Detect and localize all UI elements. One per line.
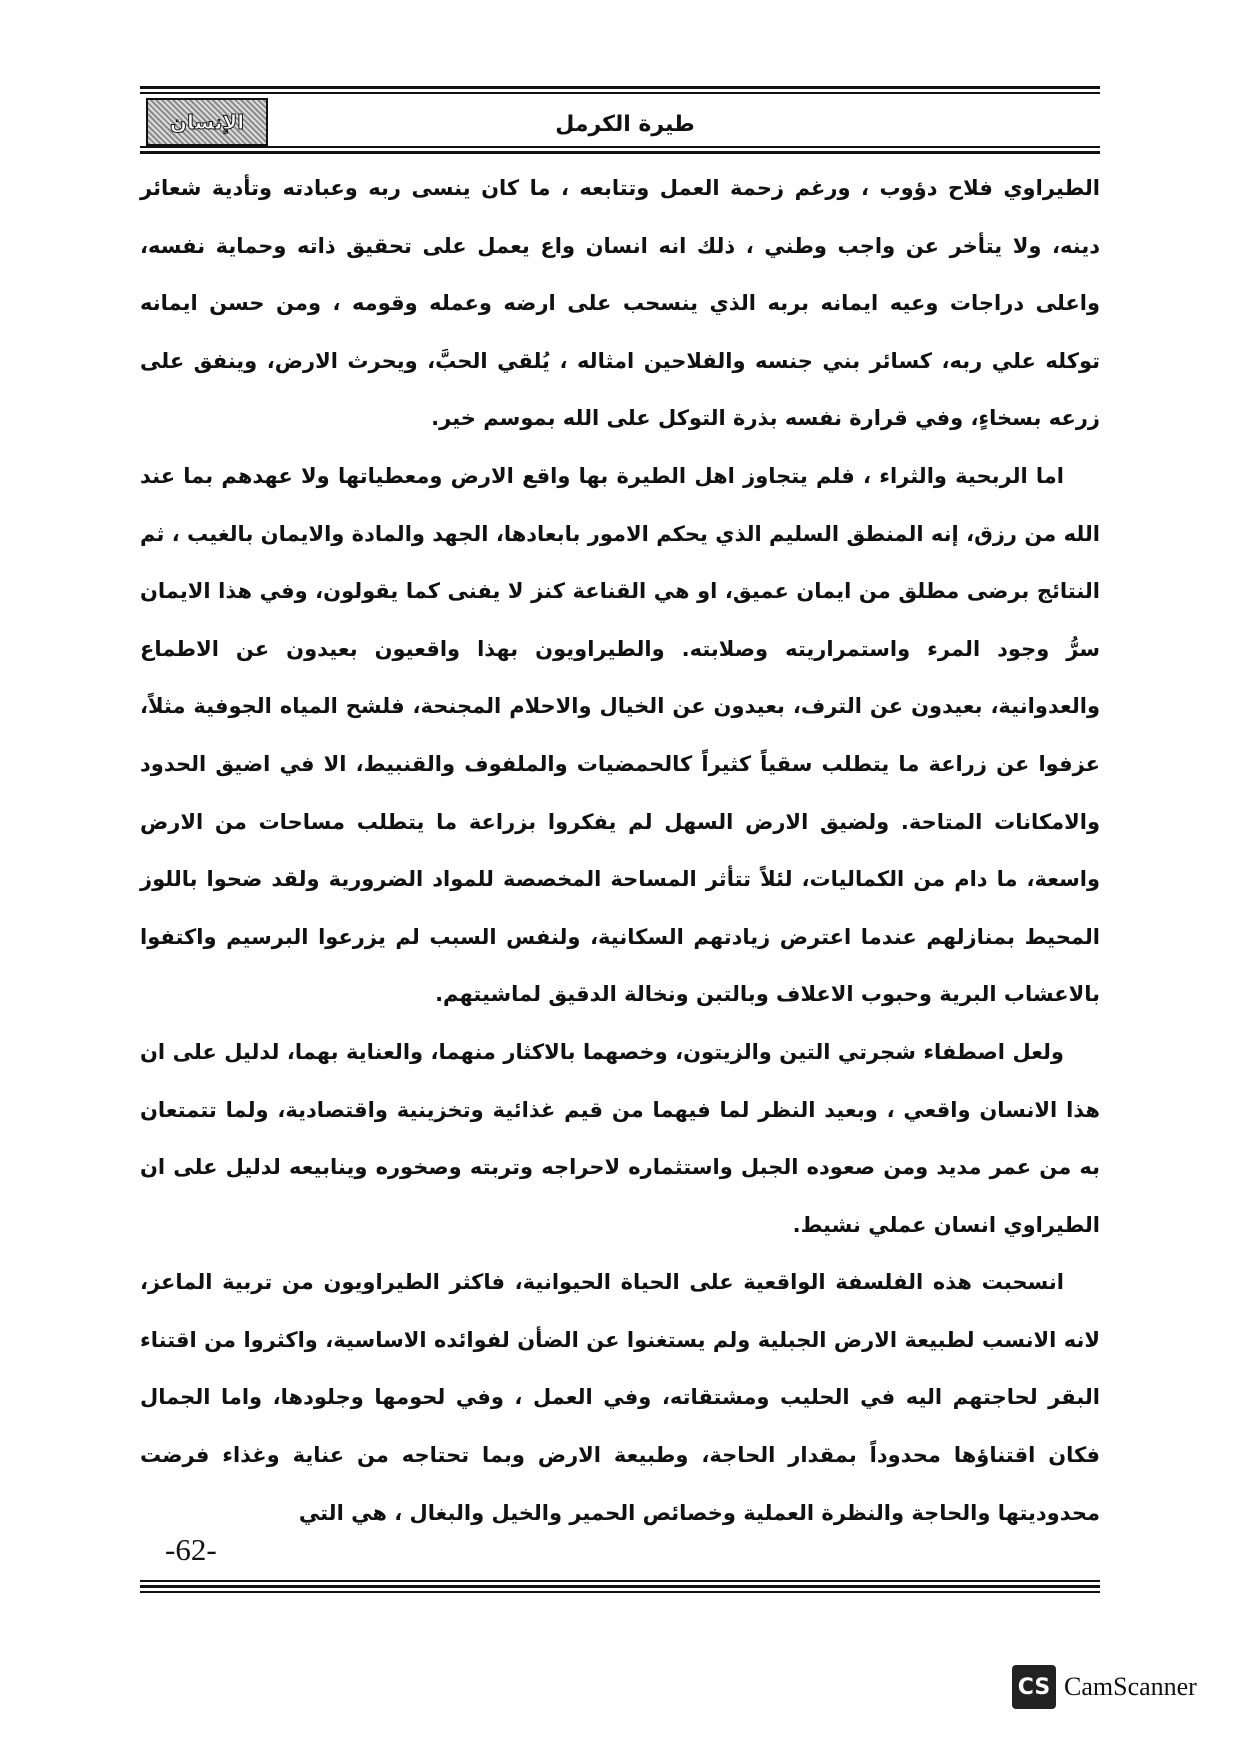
- paragraph: انسحبت هذه الفلسفة الواقعية على الحياة الحيوانية، فاكثر الطيراويون من تربية الماعز، لانه الانسب لطبيعة الارض الجبلية ولم يستغنوا عن الضأن لفوائده الاساسية، واكثروا من اقتناء البقر لحاجتهم اليه في الحليب ومشتقاته، وفي العمل ، وفي لحومها وجلودها، واما الجمال فكان اقتناؤها محدوداً بمقدار الحاجة، وطبيعة الارض وبما تحتاجه من عناية وغذاء فرضت محدوديتها والحاجة والنظرة العملية وخصائص الحمير والخيل والبغال ، هي التي: [140, 1270, 1100, 1525]
- header-rule: [140, 86, 1100, 89]
- paragraph: اما الربحية والثراء ، فلم يتجاوز اهل الطيرة بها واقع الارض ومعطياتها ولا عهدهم بما عند الله من رزق، إنه المنطق السليم الذي يحكم الامور بابعادها، الجهد والمادة والايمان بالغيب ، ثم النتائج برضى مطلق من ايمان عميق، او هي القناعة كنز لا يفنى كما يقولون، وفي هذا الايمان سرُّ وجود المرء واستمراريته وصلابته. والطيراويون بهذا واقعيون بعيدون عن الاطماع والعدوانية، بعيدون عن الترف، بعيدون عن الخيال والاحلام المجنحة، فلشح المياه الجوفية مثلاً، عزفوا عن زراعة ما يتطلب سقياً كثيراً كالحمضيات والملفوف والقنبيط، الا في اضيق الحدود والامكانات المتاحة. ولضيق الارض السهل لم يفكروا بزراعة ما يتطلب مساحات من الارض واسعة، ما دام من الكماليات، لئلاً تتأثر المساحة المخصصة للمواد الضرورية ولقد ضحوا باللوز المحيط بمنازلهم عندما اعترض زيادتهم السكانية، ولنفس السبب لم يزرعوا البرسيم واكتفوا بالاعشاب البرية وحبوب الاعلاف وبالتبن ونخالة الدقيق لماشيتهم.: [140, 463, 1100, 1007]
- header-rule: [140, 146, 1100, 148]
- paragraph: ولعل اصطفاء شجرتي التين والزيتون، وخصهما بالاكثار منهما، والعناية بهما، لدليل على ان هذا الانسان واقعي ، وبعيد النظر لما فيهما من قيم غذائية وتخزينية واقتصادية، ولما تتمتعان به من عمر مديد ومن صعوده الجبل واستثماره لاحراجه وتربته وصخوره وينابيعه لدليل على ان الطيراوي انسان عملي نشيط.: [140, 1039, 1100, 1237]
- page-number: -62-: [165, 1532, 217, 1567]
- body-text: [140, 160, 1100, 1542]
- camscanner-logo-icon: CS: [1012, 1665, 1056, 1709]
- camscanner-watermark: [1012, 1665, 1197, 1709]
- paragraph: الطيراوي فلاح دؤوب ، ورغم زحمة العمل وتتابعه ، ما كان ينسى ربه وعبادته وتأدية شعائر دينه، ولا يتأخر عن واجب وطني ، ذلك انه انسان واع يعمل على تحقيق ذاته وحماية نفسه، واعلى دراجات وعيه ايمانه بربه الذي ينسحب على ارضه وعمله وقومه ، ومن حسن ايمانه توكله علي ربه، كسائر بني جنسه والفلاحين امثاله ، يُلقي الحبَّ، ويحرث الارض، وينفق على زرعه بسخاءٍ، وفي قرارة نفسه بذرة التوكل على الله بموسم خير.: [140, 176, 1100, 431]
- section-label: الإنسان: [169, 110, 245, 134]
- camscanner-name: CamScanner: [1064, 1672, 1197, 1701]
- header-rule: [140, 151, 1100, 154]
- running-header-title: طيرة الكرمل: [555, 112, 695, 137]
- footer-rule: [140, 1580, 1100, 1582]
- section-label-box: [146, 98, 268, 146]
- footer-rule: [140, 1585, 1100, 1588]
- footer-rule: [140, 1591, 1100, 1593]
- header-rule: [140, 92, 1100, 94]
